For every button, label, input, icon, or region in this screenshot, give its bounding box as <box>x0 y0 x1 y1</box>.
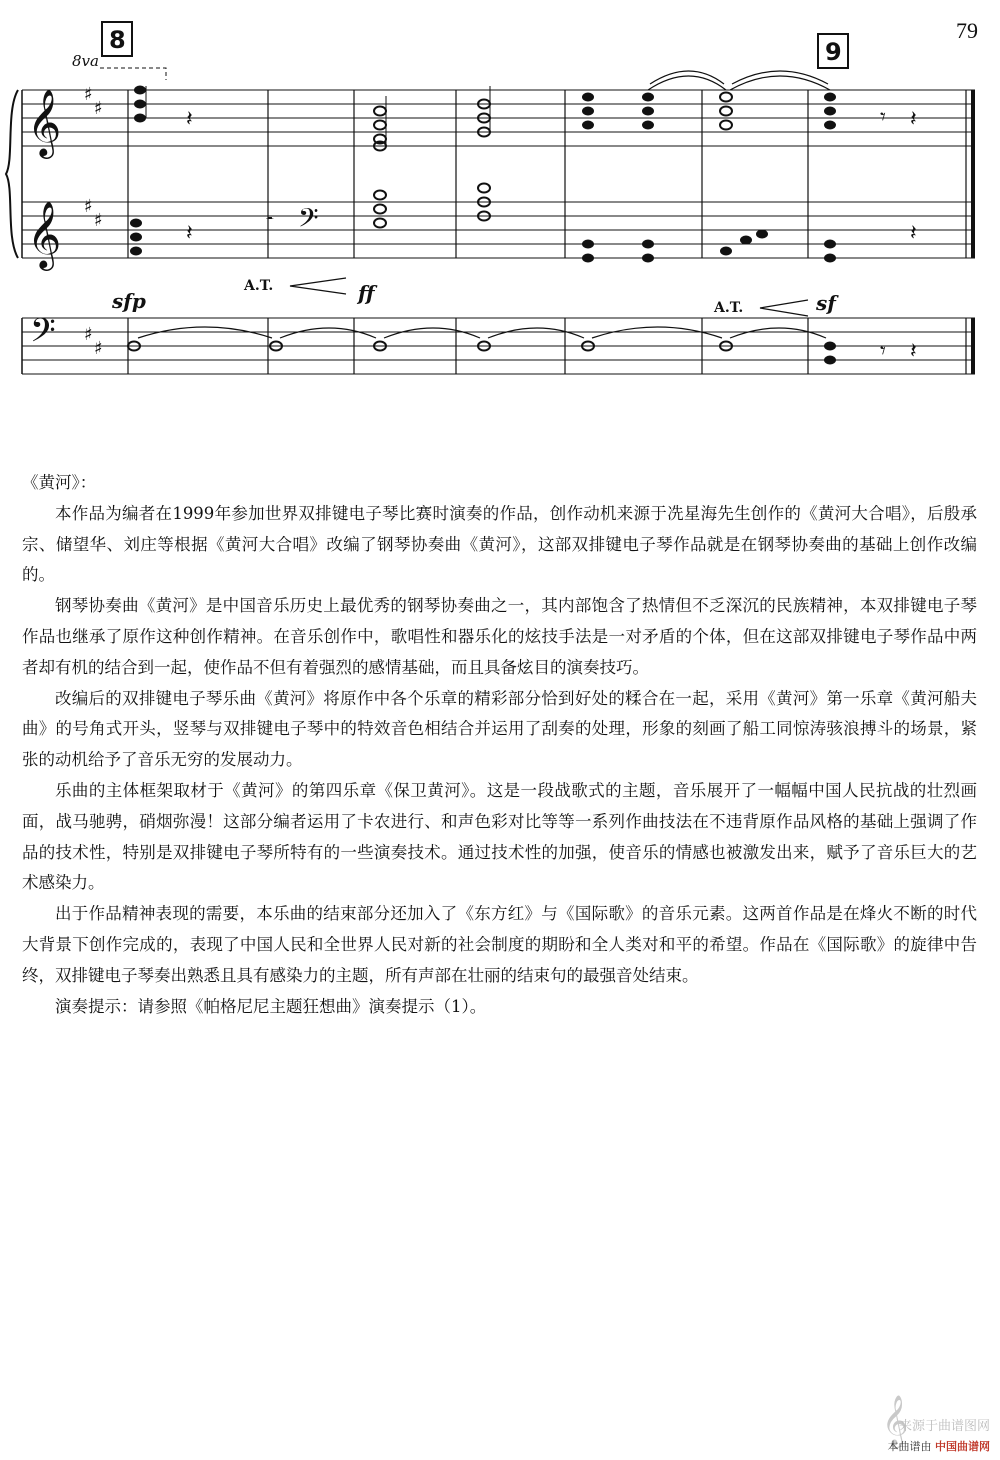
article-title: 《黄河》： <box>22 473 97 492</box>
registration-label: A.T. <box>244 278 274 294</box>
watermark-brand: 中国曲谱网 <box>935 1440 990 1453</box>
footer-watermark <box>888 1415 991 1454</box>
svg-text:♯: ♯ <box>94 338 103 359</box>
svg-text:𝄽: 𝄽 <box>910 339 917 364</box>
rehearsal-mark-8-label: 8 <box>109 26 126 54</box>
music-score <box>0 0 1000 400</box>
article-paragraph: 钢琴协奏曲《黄河》是中国音乐历史上最优秀的钢琴协奏曲之一，其内部饱含了热情但不乏深沉的民族精神，本双排键电子琴作品也继承了原作这种创作精神。在音乐创作中，歌唱性和器乐化的炫技手法是一对矛盾的个体，但在这部双排键电子琴作品中两者却有机的结合到一起，使作品不但有着强烈的感情基础，而且具备炫目的演奏技巧。 <box>22 596 977 677</box>
article-paragraph: 本作品为编者在1999年参加世界双排键电子琴比赛时演奏的作品，创作动机来源于冼星海先生创作的《黄河大合唱》，后殷承宗、储望华、刘庄等根据《黄河大合唱》改编了钢琴协奏曲《黄河》，这部双排键电子琴作品就是在钢琴协奏曲的基础上创作改编的。 <box>22 503 977 585</box>
article-paragraph: 出于作品精神表现的需要，本乐曲的结束部分还加入了《东方红》与《国际歌》的音乐元素。这两首作品是在烽火不断的时代大背景下创作完成的，表现了中国人民和全世界人民对新的社会制度的期盼和全人类对和平的希望。作品在《国际歌》的旋律中告终，双排键电子琴奏出熟悉且具有感染力的主题，所有声部在壮丽的结束句的最强音处结束。 <box>22 904 977 985</box>
dynamic-sf: sf <box>816 291 836 315</box>
article-paragraph: 乐曲的主体框架取材于《黄河》的第四乐章《保卫黄河》。这是一段战歌式的主题，音乐展开了一幅幅中国人民抗战的壮烈画面，战马驰骋，硝烟弥漫！这部分编者运用了卡农进行、和声色彩对比等等一系列作曲技法在不违背原作品风格的基础上强调了作品的技术性，特别是双排键电子琴所特有的一些演奏技术。通过技术性的加强，使音乐的情感也被激发出来，赋予了音乐巨大的艺术感染力。 <box>22 780 977 893</box>
dynamic-ff: ff <box>358 281 375 305</box>
svg-text:♯: ♯ <box>94 210 103 231</box>
performance-tip: 演奏提示：请参照《帕格尼尼主题狂想曲》演奏提示（1）。 <box>55 996 487 1016</box>
rehearsal-mark-8 <box>102 22 132 56</box>
svg-text:♯: ♯ <box>84 324 93 345</box>
svg-text:𝄽: 𝄽 <box>910 221 917 246</box>
svg-text:𝄾: 𝄾 <box>880 105 886 130</box>
octave-mark: 8va <box>72 52 99 70</box>
bass-clef: 𝄢 <box>298 202 319 240</box>
svg-text:𝄼: 𝄼 <box>266 207 274 231</box>
treble-clef: 𝄞 <box>27 88 62 156</box>
lower-staff-notes <box>130 184 917 263</box>
rehearsal-mark-9 <box>818 34 848 68</box>
staff-lower <box>22 202 975 258</box>
article-paragraph: 改编后的双排键电子琴乐曲《黄河》将原作中各个乐章的精彩部分恰到好处的糅合在一起，采用《黄河》第一乐章《黄河船夫曲》的号角式开头，竖琴与双排键电子琴中的特效音色相结合并运用了刮奏的处理，形象的刻画了船工同惊涛骇浪搏斗的场景，紧张的动机给予了音乐无穷的发展动力。 <box>22 688 977 770</box>
registration-label: A.T. <box>714 300 744 316</box>
source-text: 来源于曲谱图网 <box>898 1419 990 1434</box>
bass-clef: 𝄢 <box>30 312 56 358</box>
article <box>22 468 977 1022</box>
treble-clef: 𝄞 <box>27 200 62 268</box>
svg-text:𝄽: 𝄽 <box>186 107 193 132</box>
svg-text:𝄾: 𝄾 <box>880 339 886 364</box>
watermark-text <box>888 1438 991 1454</box>
svg-text:𝄽: 𝄽 <box>910 107 917 132</box>
svg-text:♯: ♯ <box>94 98 103 119</box>
rehearsal-mark-9-label: 9 <box>825 38 842 66</box>
watermark-clef-icon: 𝄞 <box>881 1395 908 1446</box>
watermark-prefix: 本曲谱由 <box>887 1440 932 1453</box>
dynamic-sfp: sfp <box>112 289 146 313</box>
svg-text:𝄽: 𝄽 <box>186 221 193 246</box>
svg-text:♯: ♯ <box>84 84 93 105</box>
page-number: 79 <box>956 18 978 43</box>
svg-text:♯: ♯ <box>84 196 93 217</box>
